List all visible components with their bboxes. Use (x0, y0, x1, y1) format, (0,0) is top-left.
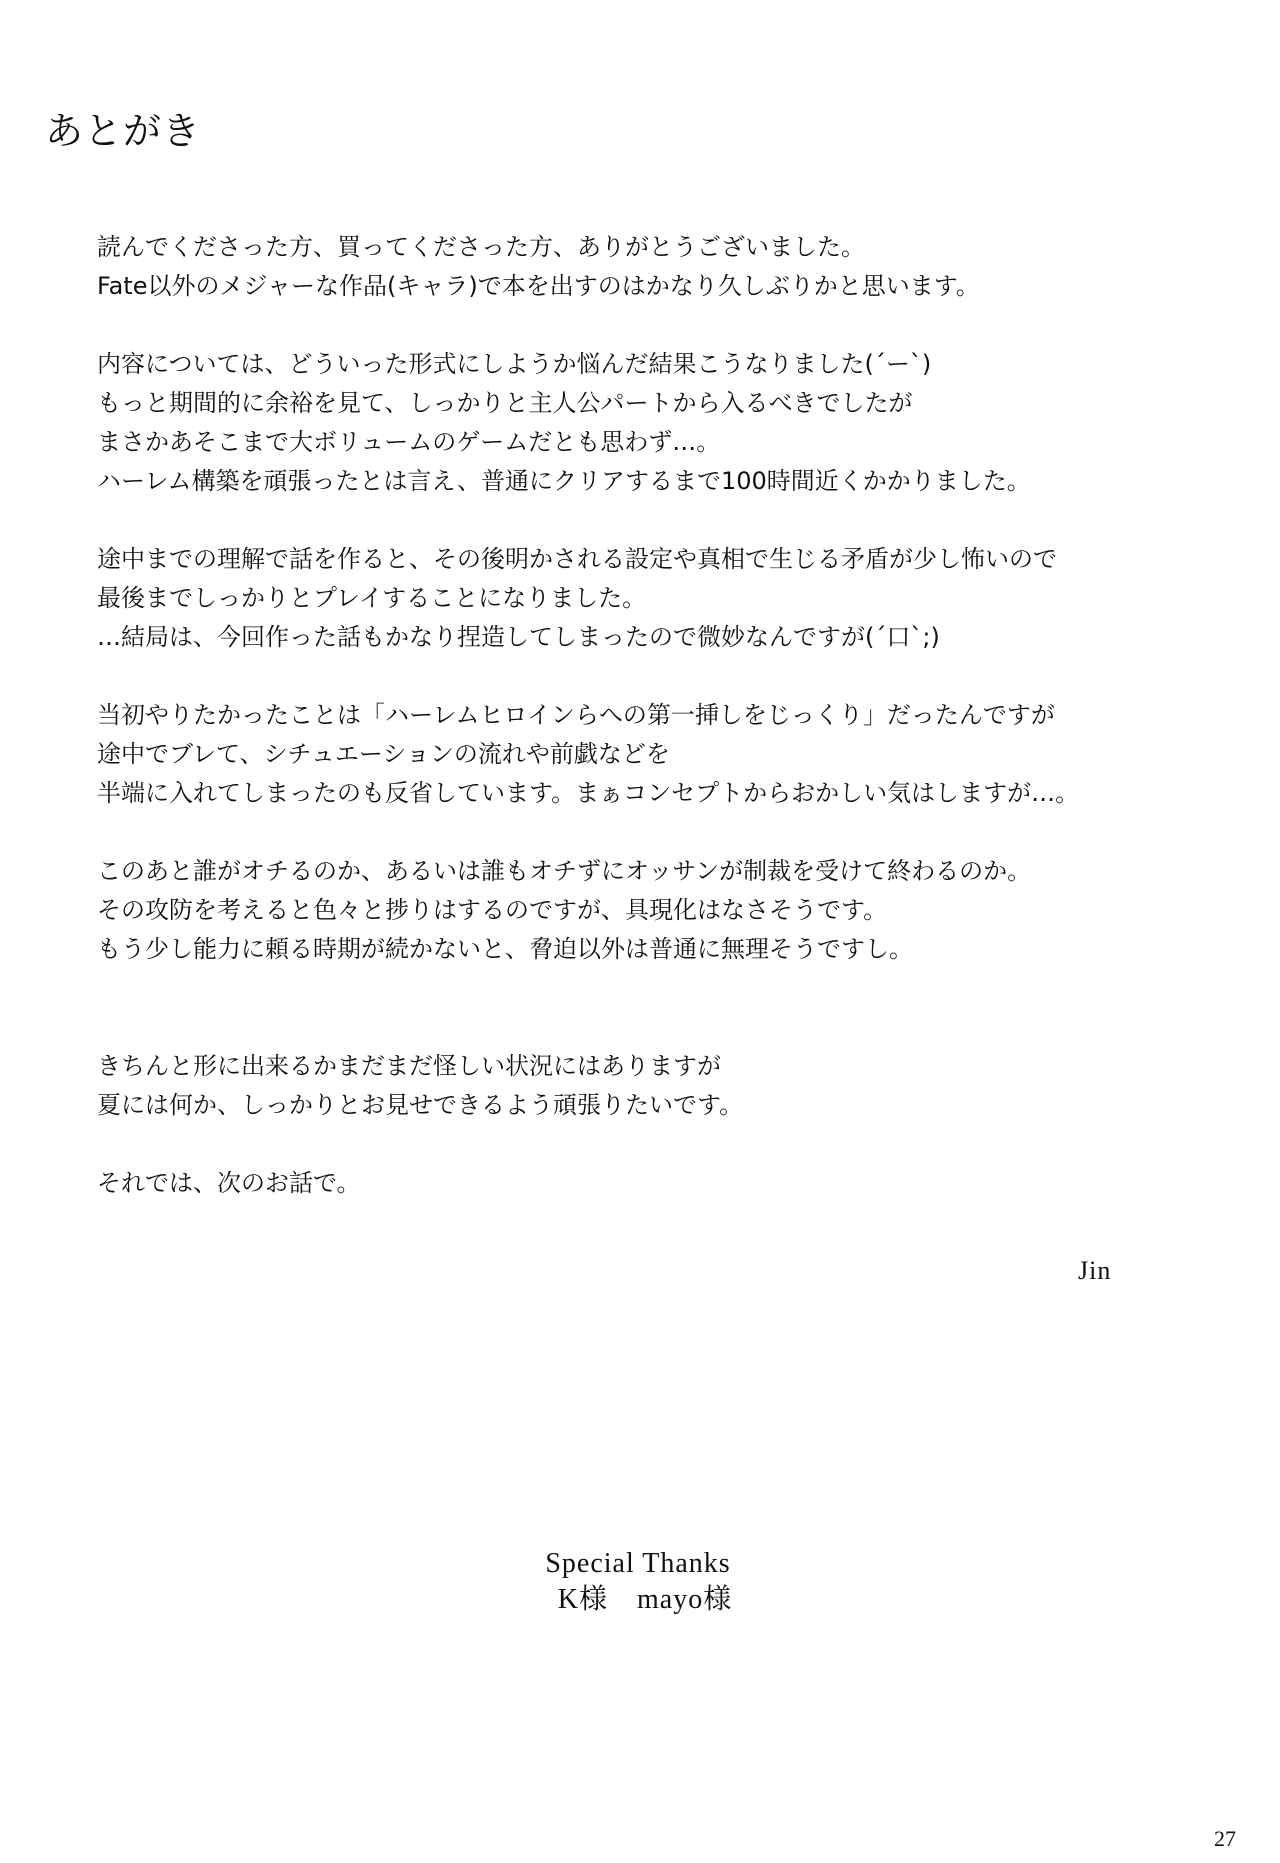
paragraph-5 (97, 852, 1217, 969)
text-line: 途中でブレて、シチュエーションの流れや前戯などを (97, 740, 670, 768)
text-line: もう少し能力に頼る時期が続かないと、脅迫以外は普通に無理そうですし。 (97, 935, 913, 963)
text-line: 最後までしっかりとプレイすることになりました。 (97, 584, 647, 612)
text-line: 内容については、どういった形式にしようか悩んだ結果こうなりました(´ー`) (97, 350, 932, 378)
text-line: 夏には何か、しっかりとお見せできるよう頑張りたいです。 (97, 1091, 744, 1119)
text-line: このあと誰がオチるのか、あるいは誰もオチずにオッサンが制裁を受けて終わるのか。 (97, 857, 1032, 885)
text-line: もっと期間的に余裕を見て、しっかりと主人公パートから入るべきでしたが (97, 389, 913, 417)
text-line: 途中までの理解で話を作ると、その後明かされる設定や真相で生じる矛盾が少し怖いので (97, 545, 1057, 573)
paragraph-3 (97, 540, 1217, 657)
page-title: あとがき (45, 109, 202, 153)
afterword-body (97, 228, 1217, 1203)
text-line: Fate以外のメジャーな作品(キャラ)で本を出すのはかなり久しぶりかと思います。 (97, 272, 980, 300)
text-line: 半端に入れてしまったのも反省しています。まぁコンセプトからおかしい気はしますが…。 (97, 779, 1080, 807)
text-line: きちんと形に出来るかまだまだ怪しい状況にはありますが (97, 1052, 721, 1080)
author-signature: Jin (1078, 1256, 1112, 1285)
paragraph-6 (97, 1047, 1217, 1125)
special-thanks-names: K様 mayo様 (557, 1584, 733, 1615)
text-line: まさかあそこまで大ボリュームのゲームだとも思わず…。 (97, 428, 721, 456)
text-line: 当初やりたかったことは「ハーレムヒロインらへの第一挿しをじっくり」だったんですが (97, 701, 1055, 729)
text-line: …結局は、今回作った話もかなり捏造してしまったので微妙なんですが(´口`;) (97, 623, 940, 651)
paragraph-2 (97, 345, 1217, 501)
paragraph-4 (97, 696, 1217, 813)
special-thanks-heading: Special Thanks (545, 1548, 731, 1579)
special-thanks (0, 1546, 1280, 1618)
paragraph-1 (97, 228, 1217, 306)
page-number: 27 (1214, 1826, 1236, 1851)
text-line: 読んでくださった方、買ってくださった方、ありがとうございました。 (97, 233, 865, 261)
text-line: ハーレム構築を頑張ったとは言え、普通にクリアするまで100時間近くかかりました。 (97, 467, 1031, 495)
text-line: その攻防を考えると色々と捗りはするのですが、具現化はなさそうです。 (97, 896, 888, 924)
text-line: それでは、次のお話で。 (97, 1169, 361, 1197)
paragraph-7 (97, 1164, 1217, 1203)
